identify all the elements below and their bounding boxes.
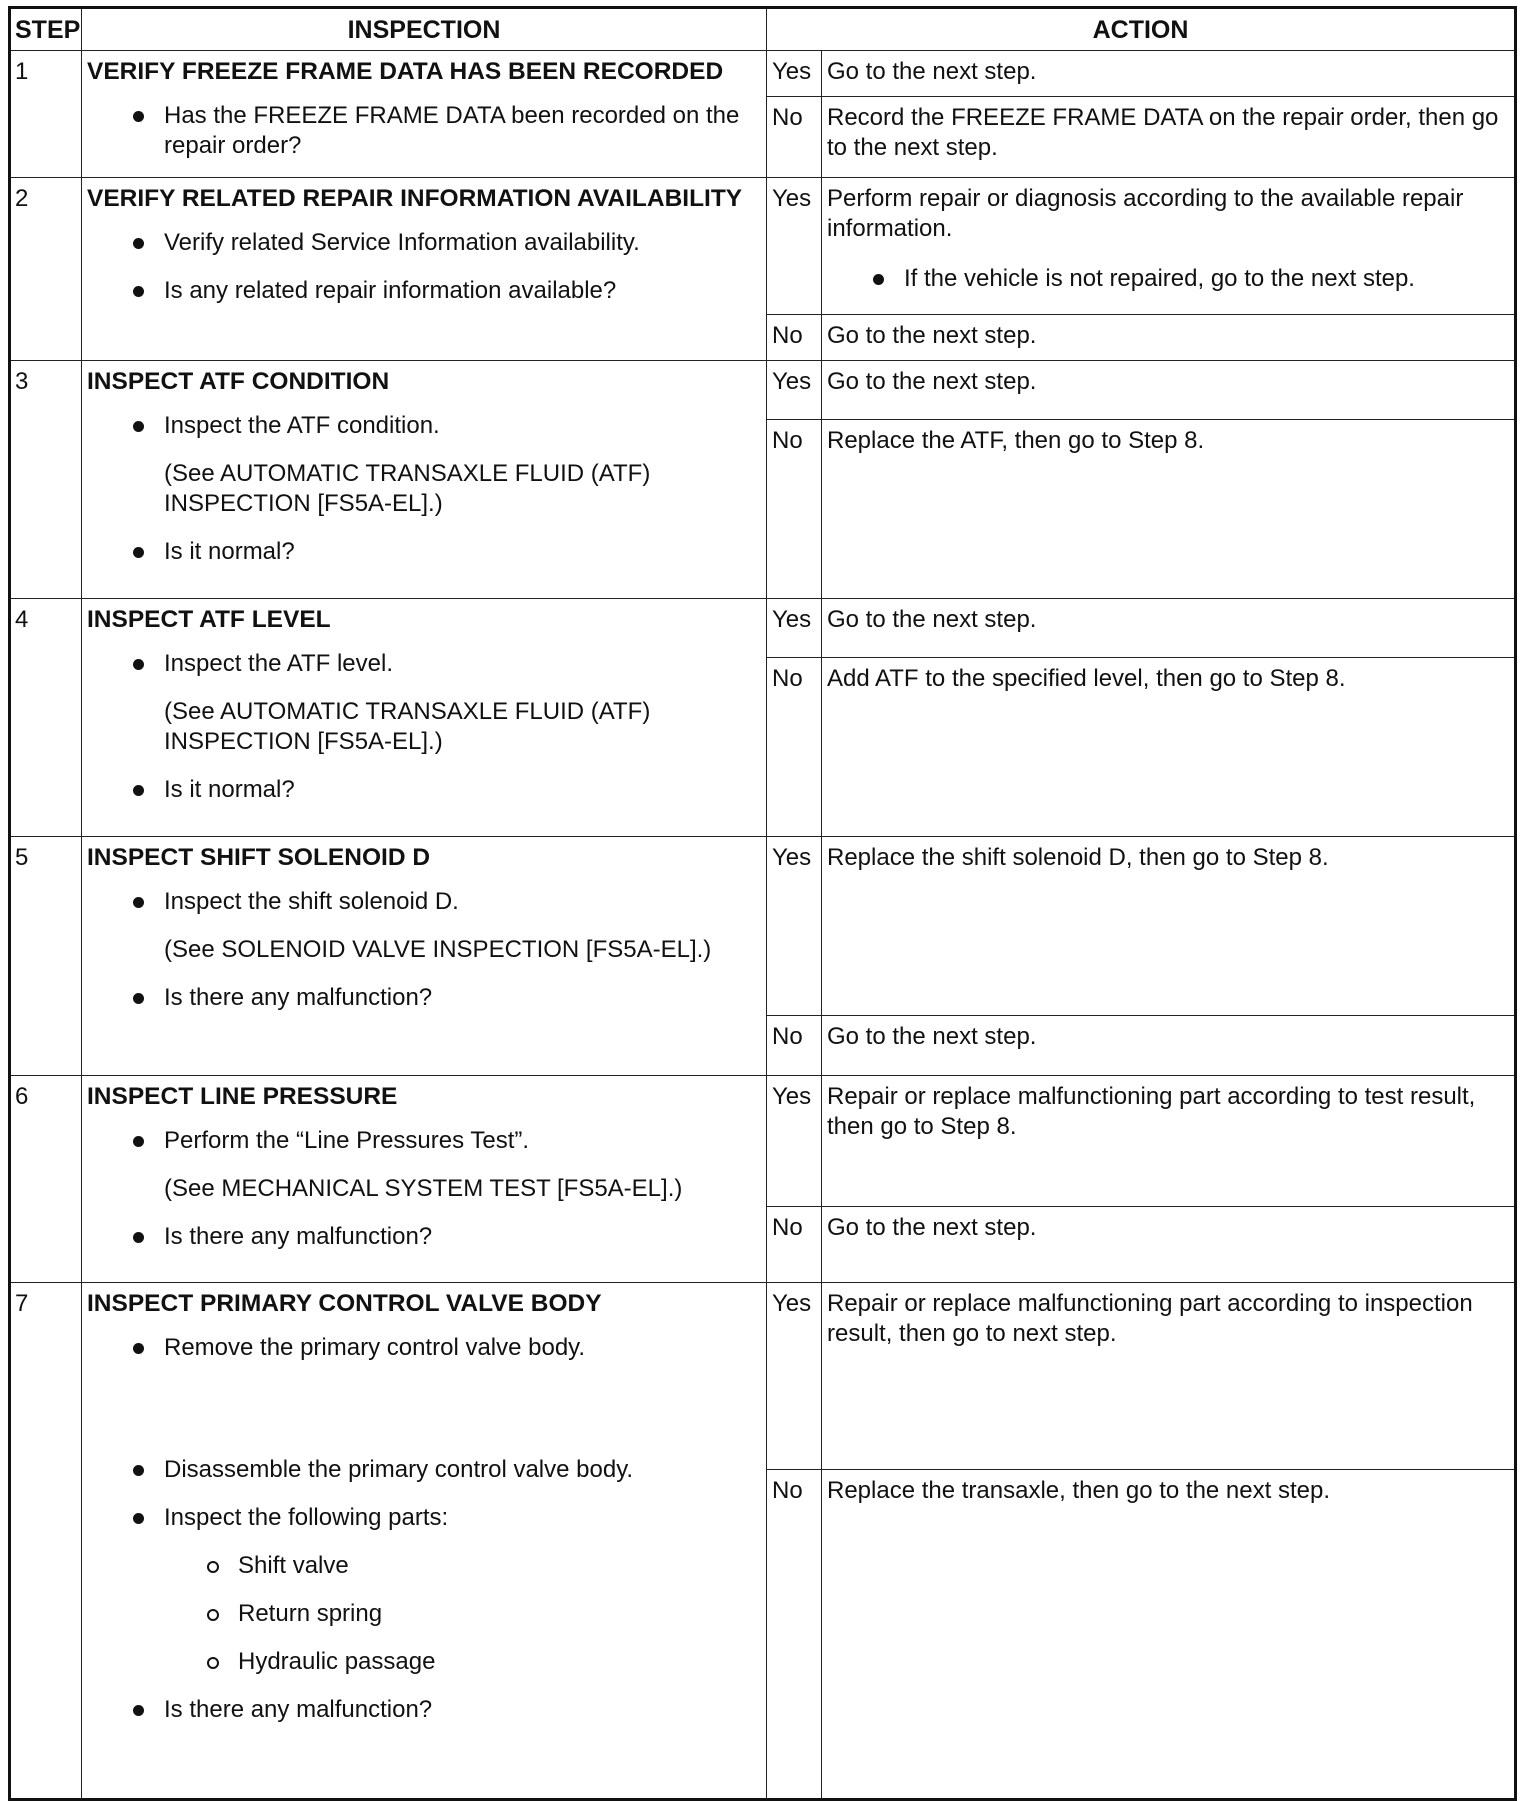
yes-label: Yes: [767, 51, 822, 97]
inspection-cell: [82, 837, 767, 1076]
inspection-subitem: Shift valve: [87, 1551, 761, 1581]
inspection-note: (See SOLENOID VALVE INSPECTION [FS5A-EL].): [164, 936, 712, 963]
yes-action: Repair or replace malfunctioning part according to test result, then go to Step 8.: [822, 1076, 1516, 1207]
step-number: 6: [10, 1076, 82, 1283]
no-label: No: [767, 420, 822, 599]
inspection-cell: [82, 1283, 767, 1800]
step-title: INSPECT ATF CONDITION: [87, 368, 390, 395]
step-number: 5: [10, 837, 82, 1076]
inspection-note: (See AUTOMATIC TRANSAXLE FLUID (ATF) INSPECTION [FS5A-EL].): [164, 698, 651, 755]
inspection-item: Is any related repair information available?: [87, 276, 761, 306]
no-label: No: [767, 1207, 822, 1283]
no-label: No: [767, 1470, 822, 1800]
inspection-item: Is there any malfunction?: [87, 983, 761, 1013]
yes-action-bullet: If the vehicle is not repaired, go to the next step.: [827, 264, 1509, 294]
step-6-yes-row: [10, 1076, 1516, 1207]
yes-action: [822, 178, 1516, 315]
yes-label: Yes: [767, 178, 822, 315]
no-action: Replace the ATF, then go to Step 8.: [822, 420, 1516, 599]
yes-action: Go to the next step.: [822, 51, 1516, 97]
inspection-item: Disassemble the primary control valve body.: [87, 1455, 761, 1485]
no-action: Add ATF to the specified level, then go to Step 8.: [822, 658, 1516, 837]
step-title: INSPECT LINE PRESSURE: [87, 1083, 398, 1110]
step-number: 7: [10, 1283, 82, 1800]
step-title: INSPECT ATF LEVEL: [87, 606, 331, 633]
yes-label: Yes: [767, 599, 822, 658]
yes-action: Go to the next step.: [822, 361, 1516, 420]
no-action: Go to the next step.: [822, 315, 1516, 361]
step-2-yes-row: [10, 178, 1516, 315]
no-action: Record the FREEZE FRAME DATA on the repair order, then go to the next step.: [822, 97, 1516, 178]
no-action: Go to the next step.: [822, 1207, 1516, 1283]
yes-label: Yes: [767, 837, 822, 1016]
no-action: Replace the transaxle, then go to the next step.: [822, 1470, 1516, 1800]
step-5-yes-row: [10, 837, 1516, 1016]
step-4-yes-row: [10, 599, 1516, 658]
inspection-cell: [82, 51, 767, 178]
inspection-cell: [82, 1076, 767, 1283]
step-number: 3: [10, 361, 82, 599]
yes-label: Yes: [767, 361, 822, 420]
no-label: No: [767, 97, 822, 178]
step-number: 1: [10, 51, 82, 178]
yes-action: Replace the shift solenoid D, then go to Step 8.: [822, 837, 1516, 1016]
header-step: STEP: [10, 8, 82, 51]
step-title: INSPECT SHIFT SOLENOID D: [87, 844, 431, 871]
inspection-subitem: Return spring: [87, 1599, 761, 1629]
inspection-item: Is it normal?: [87, 537, 761, 567]
inspection-item: Has the FREEZE FRAME DATA been recorded on the repair order?: [87, 101, 761, 161]
inspection-cell: [82, 599, 767, 837]
step-number: 2: [10, 178, 82, 361]
inspection-item: Is there any malfunction?: [87, 1695, 761, 1725]
header-row: [10, 8, 1516, 51]
header-action: ACTION: [767, 8, 1516, 51]
inspection-item: Inspect the ATF level.: [87, 649, 761, 679]
diagnostic-table: [8, 6, 1517, 1801]
inspection-item: Inspect the following parts:: [87, 1503, 761, 1533]
inspection-item: Inspect the ATF condition.: [87, 411, 761, 441]
yes-label: Yes: [767, 1283, 822, 1470]
inspection-item: Inspect the shift solenoid D.: [87, 887, 761, 917]
inspection-item: Remove the primary control valve body.: [87, 1333, 761, 1363]
no-label: No: [767, 658, 822, 837]
inspection-cell: [82, 178, 767, 361]
inspection-item: Is there any malfunction?: [87, 1222, 761, 1252]
no-action: Go to the next step.: [822, 1016, 1516, 1076]
yes-label: Yes: [767, 1076, 822, 1207]
step-title: INSPECT PRIMARY CONTROL VALVE BODY: [87, 1290, 602, 1317]
yes-action: Repair or replace malfunctioning part according to inspection result, then go to next step.: [822, 1283, 1516, 1470]
yes-action-text: Perform repair or diagnosis according to the available repair information.: [827, 185, 1464, 242]
diagnostic-procedure: [8, 6, 1514, 1801]
inspection-subitem: Hydraulic passage: [87, 1647, 761, 1677]
no-label: No: [767, 1016, 822, 1076]
inspection-note: (See AUTOMATIC TRANSAXLE FLUID (ATF) INSPECTION [FS5A-EL].): [164, 460, 651, 517]
yes-action: Go to the next step.: [822, 599, 1516, 658]
step-1-yes-row: [10, 51, 1516, 97]
header-inspection: INSPECTION: [82, 8, 767, 51]
step-number: 4: [10, 599, 82, 837]
step-title: VERIFY RELATED REPAIR INFORMATION AVAILABILITY: [87, 185, 743, 212]
step-title: VERIFY FREEZE FRAME DATA HAS BEEN RECORDED: [87, 58, 724, 85]
no-label: No: [767, 315, 822, 361]
step-3-yes-row: [10, 361, 1516, 420]
inspection-item: Perform the “Line Pressures Test”.: [87, 1126, 761, 1156]
inspection-cell: [82, 361, 767, 599]
inspection-note: (See MECHANICAL SYSTEM TEST [FS5A-EL].): [164, 1175, 683, 1202]
step-7-yes-row: [10, 1283, 1516, 1470]
inspection-item: Verify related Service Information availability.: [87, 228, 761, 258]
inspection-item: Is it normal?: [87, 775, 761, 805]
